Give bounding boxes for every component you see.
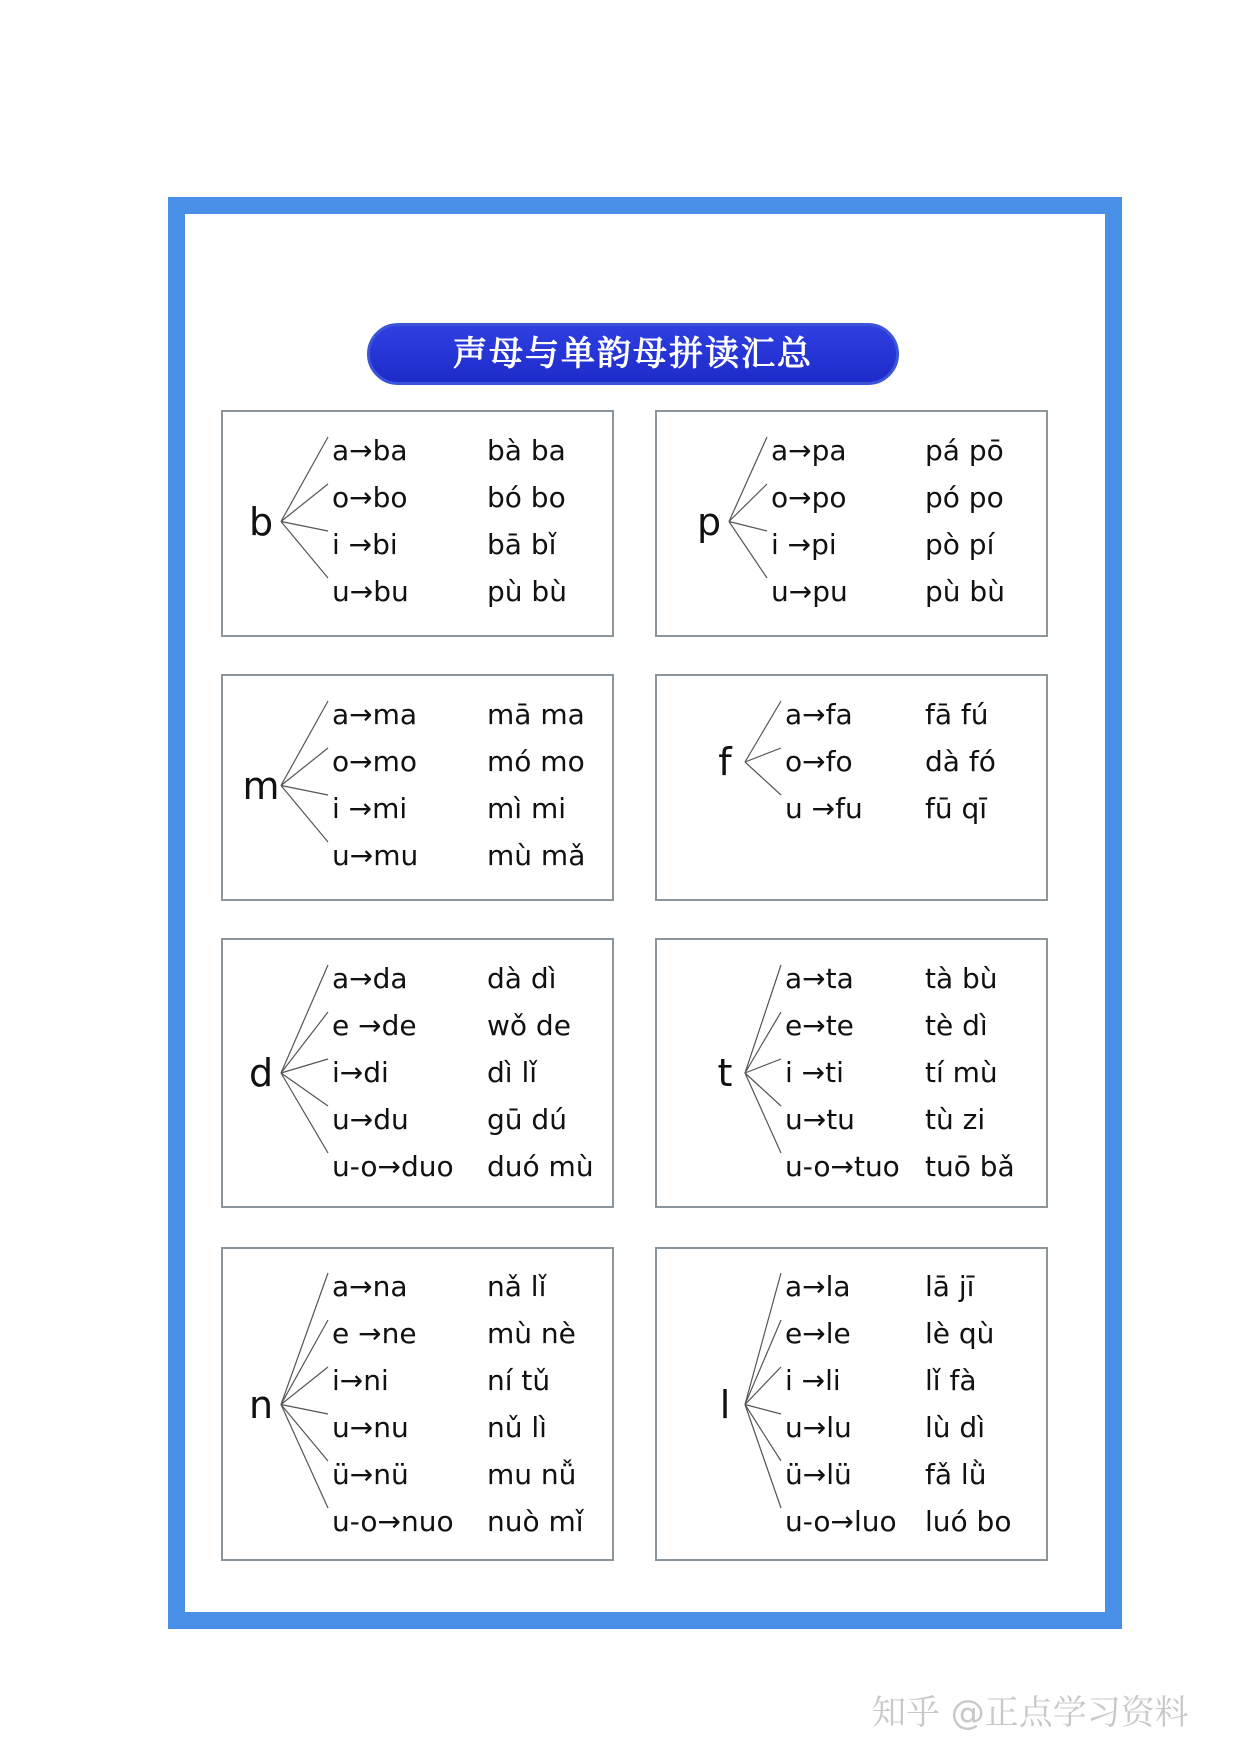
combo-text: ü→lü (785, 1458, 852, 1491)
branch-line (281, 1273, 328, 1405)
combo-text: e→te (785, 1009, 854, 1042)
example-words: wǒ de (487, 1009, 571, 1042)
example-words: lè qù (925, 1317, 995, 1350)
example-words: luó bo (925, 1505, 1012, 1538)
initial-letter: f (718, 740, 732, 784)
combo-text: a→ba (332, 434, 408, 467)
example-words: duó mù (487, 1150, 594, 1183)
combo-text: a→na (332, 1270, 408, 1303)
combo-text: i →mi (332, 792, 408, 825)
example-words: mì mi (487, 792, 567, 825)
example-words: lā jī (925, 1270, 975, 1303)
combo-text: a→fa (785, 698, 853, 731)
combo-text: u→lu (785, 1411, 852, 1444)
branch-line (745, 748, 781, 762)
combo-text: e →ne (332, 1317, 417, 1350)
branch-line (281, 748, 328, 786)
example-words: nǎ lǐ (487, 1270, 547, 1303)
combo-text: i →ti (785, 1056, 844, 1089)
branch-line (281, 965, 328, 1073)
branch-line (745, 762, 781, 795)
combo-text: ü→nü (332, 1458, 409, 1491)
initial-letter: b (248, 499, 274, 544)
example-words: nuò mǐ (487, 1505, 584, 1538)
initial-card-f (655, 674, 1048, 901)
combo-text: u→tu (785, 1103, 855, 1136)
example-words: mù mǎ (487, 839, 586, 872)
branch-line (745, 1012, 781, 1073)
initial-card-l (655, 1247, 1048, 1561)
branch-line (745, 701, 781, 762)
example-words: fū qī (925, 792, 988, 825)
combo-text: u→pu (771, 575, 848, 608)
example-words: lù dì (925, 1411, 985, 1444)
combo-text: i →li (785, 1364, 841, 1397)
combo-text: u→mu (332, 839, 419, 872)
example-words: bā bǐ (487, 528, 557, 561)
initial-letter: n (248, 1382, 274, 1427)
combo-text: e →de (332, 1009, 417, 1042)
branch-line (281, 1405, 328, 1509)
initial-letter: d (248, 1051, 274, 1095)
example-words: mā ma (487, 698, 585, 731)
example-words: mù nè (487, 1317, 576, 1350)
initial-letter: t (717, 1051, 733, 1095)
branch-line (745, 1073, 781, 1153)
combo-text: i→ni (332, 1364, 389, 1397)
branch-line (281, 1320, 328, 1405)
combo-text: a→da (332, 962, 408, 995)
example-words: ní tǔ (487, 1364, 551, 1397)
branch-line (281, 484, 328, 522)
example-words: nǔ lì (487, 1411, 547, 1444)
combo-text: u-o→tuo (785, 1150, 900, 1183)
example-words: mó mo (487, 745, 585, 778)
initial-letter: m (242, 763, 280, 808)
initial-card-d (221, 938, 614, 1208)
initial-card-p (655, 410, 1048, 637)
branch-line (281, 437, 328, 522)
example-words: dà fó (925, 745, 996, 778)
example-words: fā fú (925, 698, 989, 731)
example-words: dì lǐ (487, 1056, 538, 1089)
branch-line (729, 437, 767, 522)
example-words: dà dì (487, 962, 557, 995)
combo-text: a→ta (785, 962, 854, 995)
example-words: pù bù (487, 575, 567, 608)
example-words: pó po (925, 481, 1004, 514)
branch-line (745, 1073, 781, 1106)
branch-line (281, 701, 328, 786)
example-words: fǎ lǜ (925, 1458, 987, 1491)
combo-text: u →fu (785, 792, 863, 825)
branch-line (745, 1320, 781, 1405)
watermark: 知乎 @正点学习资料 (872, 1693, 1189, 1733)
initial-card-n (221, 1247, 614, 1561)
example-words: tà bù (925, 962, 998, 995)
page-title: 声母与单韵母拼读汇总 (367, 323, 899, 385)
combo-text: u→bu (332, 575, 409, 608)
combo-text: o→po (771, 481, 847, 514)
example-words: bó bo (487, 481, 566, 514)
example-words: tuō bǎ (925, 1150, 1015, 1183)
branch-line (281, 1073, 328, 1106)
branch-line (281, 1012, 328, 1073)
example-words: pá pō (925, 434, 1004, 467)
branch-line (745, 1059, 781, 1073)
combo-text: a→la (785, 1270, 851, 1303)
combo-text: u-o→nuo (332, 1505, 454, 1538)
combo-text: e→le (785, 1317, 851, 1350)
initial-card-t (655, 938, 1048, 1208)
combo-text: u-o→luo (785, 1505, 897, 1538)
combo-text: a→ma (332, 698, 418, 731)
example-words: tí mù (925, 1056, 998, 1089)
branch-lines (657, 676, 1050, 903)
initial-letter: l (719, 1382, 731, 1427)
branch-line (281, 1073, 328, 1153)
combo-text: o→fo (785, 745, 853, 778)
example-words: tè dì (925, 1009, 988, 1042)
combo-text: i→di (332, 1056, 389, 1089)
branch-line (729, 484, 767, 522)
combo-text: i →bi (332, 528, 398, 561)
combo-text: o→mo (332, 745, 417, 778)
combo-text: a→pa (771, 434, 847, 467)
branch-line (281, 1059, 328, 1073)
example-words: pù bù (925, 575, 1005, 608)
combo-text: u→du (332, 1103, 409, 1136)
example-words: bà ba (487, 434, 566, 467)
example-words: mu nǚ (487, 1458, 577, 1491)
branch-line (745, 965, 781, 1073)
example-words: lǐ fà (925, 1364, 977, 1397)
initial-card-b (221, 410, 614, 637)
example-words: pò pí (925, 528, 995, 561)
example-words: tù zi (925, 1103, 986, 1136)
initial-letter: p (696, 499, 722, 544)
example-words: gū dú (487, 1103, 567, 1136)
combo-text: u-o→duo (332, 1150, 454, 1183)
combo-text: u→nu (332, 1411, 409, 1444)
combo-text: o→bo (332, 481, 408, 514)
branch-line (745, 1273, 781, 1405)
initial-card-m (221, 674, 614, 901)
branch-line (745, 1405, 781, 1509)
combo-text: i →pi (771, 528, 837, 561)
